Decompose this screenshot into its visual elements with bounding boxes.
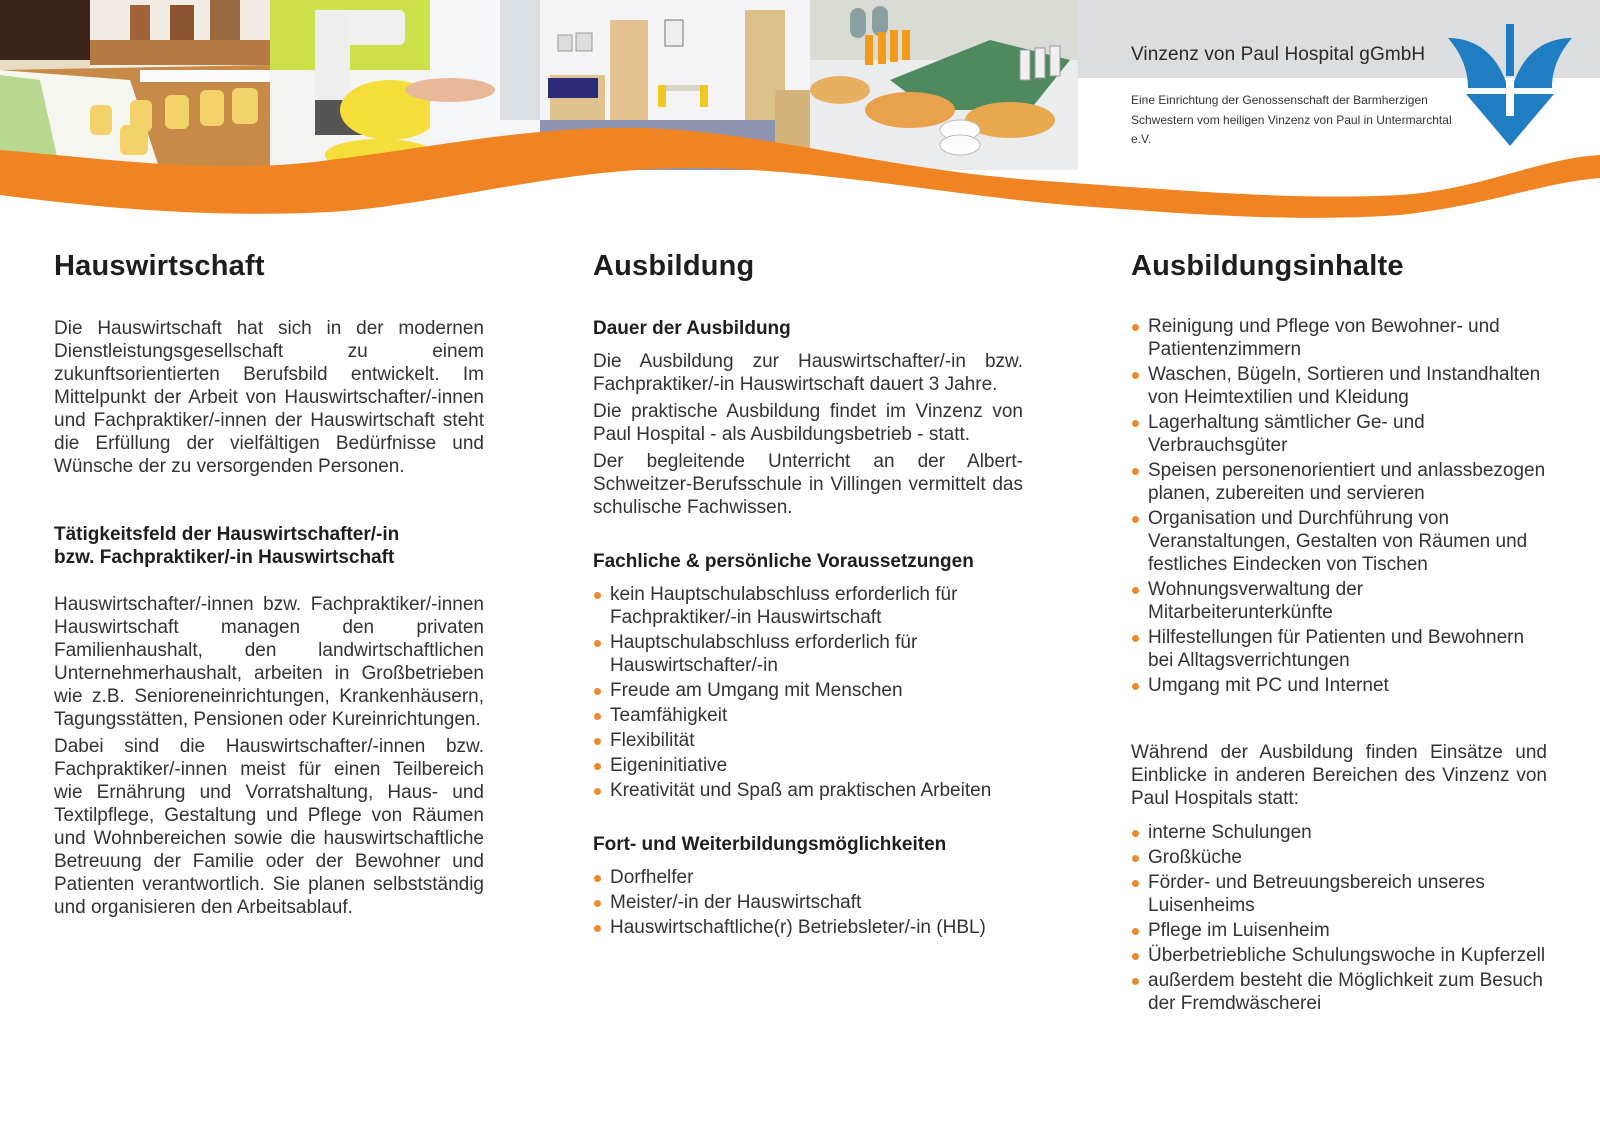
bullet-icon [1132, 324, 1139, 331]
list-item: Dorfhelfer [593, 866, 1023, 889]
bullet-icon [1132, 683, 1139, 690]
bullet-icon [594, 640, 601, 647]
subheading-line-2: bzw. Fachpraktiker/-in Hauswirtschaft [54, 547, 395, 568]
column-ausbildungsinhalte [1131, 250, 1547, 1017]
list-item: Großküche [1131, 846, 1547, 869]
header-banner [0, 0, 1600, 230]
list-item: Waschen, Bügeln, Sortieren und Instandhalten von Heimtextilien und Kleidung [1131, 363, 1547, 409]
list-item: Hauswirtschaftliche(r) Betriebsleter/-in (HBL) [593, 916, 1023, 939]
list-item: Flexibilität [593, 729, 1023, 752]
bullet-icon [594, 592, 601, 599]
dauer-paragraph-1: Die Ausbildung zur Hauswirtschafter/-in bzw. Fachpraktiker/-in Hauswirtschaft dauert 3 Jahre. [593, 351, 1023, 395]
list-item: interne Schulungen [1131, 821, 1547, 844]
list-item: Förder- und Betreuungsbereich unseres Luisenheims [1131, 871, 1547, 917]
list-item: Organisation und Durchführung von Veranstaltungen, Gestalten von Räumen und festliches Eindecken von Tischen [1131, 507, 1547, 576]
section-title-hauswirtschaft: Hauswirtschaft [54, 250, 265, 282]
list-item: Lagerhaltung sämtlicher Ge- und Verbrauchsgüter [1131, 411, 1547, 457]
subheading-voraussetzungen: Fachliche & persönliche Voraussetzungen [593, 551, 974, 572]
column-ausbildung [593, 250, 1023, 941]
ausbildungsinhalte-list [1131, 315, 1547, 697]
bullet-icon [1132, 855, 1139, 862]
column-hauswirtschaft [54, 250, 484, 919]
list-item: kein Hauptschulabschluss erforderlich für Fachpraktiker/-in Hauswirtschaft [593, 583, 1023, 629]
subheading-dauer: Dauer der Ausbildung [593, 318, 791, 339]
bullet-icon [1132, 880, 1139, 887]
bullet-icon [1132, 420, 1139, 427]
orange-wave-decoration [0, 0, 1600, 230]
voraussetzungen-list [593, 583, 1023, 802]
einsaetze-intro-paragraph: Während der Ausbildung finden Einsätze und Einblicke in anderen Bereichen des Vinzenz von Paul Hospitals statt: [1131, 742, 1547, 809]
list-item: Kreativität und Spaß am praktischen Arbeiten [593, 779, 1023, 802]
subheading-line-1: Tätigkeitsfeld der Hauswirtschafter/-in [54, 524, 400, 545]
bullet-icon [1132, 372, 1139, 379]
weiterbildung-list [593, 866, 1023, 939]
list-item: Reinigung und Pflege von Bewohner- und Patientenzimmern [1131, 315, 1547, 361]
section-title-ausbildungsinhalte: Ausbildungsinhalte [1131, 250, 1404, 282]
subheading-taetigkeitsfeld [54, 523, 484, 569]
bullet-icon [594, 763, 601, 770]
bullet-icon [1132, 468, 1139, 475]
section-title-ausbildung: Ausbildung [593, 250, 755, 282]
list-item: Pflege im Luisenheim [1131, 919, 1547, 942]
bullet-icon [594, 738, 601, 745]
taetigkeitsfeld-paragraph-1: Hauswirtschafter/-innen bzw. Fachpraktiker/-innen Hauswirtschaft managen den privaten Familienhaushalt, den landwirtschaftlichen Unternehmerhaushalt, arbeiten in Großbetrieben wie z.B. Senioreneinrichtungen, Krankenhäusern, Tagungsstätten, Pensionen oder Kureinrichtungen. [54, 594, 484, 730]
list-item: Hauptschulabschluss erforderlich für Hauswirtschafter/-in [593, 631, 1023, 677]
list-item: Wohnungsverwaltung der Mitarbeiterunterkünfte [1131, 578, 1547, 624]
organization-name: Vinzenz von Paul Hospital gGmbH [1131, 44, 1426, 65]
bullet-icon [1132, 928, 1139, 935]
bullet-icon [594, 688, 601, 695]
bullet-icon [594, 925, 601, 932]
bullet-icon [1132, 978, 1139, 985]
einsaetze-list [1131, 821, 1547, 1015]
list-item: Meister/-in der Hauswirtschaft [593, 891, 1023, 914]
list-item: Teamfähigkeit [593, 704, 1023, 727]
list-item: Überbetriebliche Schulungswoche in Kupferzell [1131, 944, 1547, 967]
taetigkeitsfeld-paragraph-2: Dabei sind die Hauswirtschafter/-innen bzw. Fachpraktiker/-innen meist für einen Teilbereich wie Ernährung und Vorratshaltung, Haus- und Textilpflege, Gestaltung und Pflege von Räumen und Wohnbereichen sowie die hauswirtschaftliche Betreuung der Familie oder der Bewohner und Patienten verantwortlich. Sie planen selbstständig und organisieren den Arbeitsablauf. [54, 736, 484, 918]
bullet-icon [594, 900, 601, 907]
list-item: Umgang mit PC und Internet [1131, 674, 1547, 697]
list-item: Hilfestellungen für Patienten und Bewohnern bei Alltagsverrichtungen [1131, 626, 1547, 672]
organization-subtitle: Eine Einrichtung der Genossenschaft der Barmherzigen Schwestern vom heiligen Vinzenz von Paul in Untermarchtal e.V. [1131, 93, 1452, 146]
bullet-icon [1132, 953, 1139, 960]
list-item: außerdem besteht die Möglichkeit zum Besuch der Fremdwäscherei [1131, 969, 1547, 1015]
bullet-icon [594, 875, 601, 882]
bullet-icon [594, 788, 601, 795]
bullet-icon [1132, 516, 1139, 523]
dauer-paragraph-2: Die praktische Ausbildung findet im Vinzenz von Paul Hospital - als Ausbildungsbetrieb - statt. [593, 401, 1023, 445]
list-item: Speisen personenorientiert und anlassbezogen planen, zubereiten und servieren [1131, 459, 1547, 505]
bullet-icon [1132, 587, 1139, 594]
bullet-icon [594, 713, 601, 720]
dauer-paragraph-3: Der begleitende Unterricht an der Albert-Schweitzer-Berufsschule in Villingen vermittelt das schulische Fachwissen. [593, 451, 1023, 518]
bullet-icon [1132, 830, 1139, 837]
list-item: Freude am Umgang mit Menschen [593, 679, 1023, 702]
intro-paragraph: Die Hauswirtschaft hat sich in der modernen Dienstleistungsgesellschaft zu einem zukunftsorientierten Berufsbild entwickelt. Im Mittelpunkt der Arbeit von Hauswirtschafter/-innen und Fachpraktiker/-innen der Hauswirtschaft steht die Erfüllung der vielfältigen Bedürfnisse und Wünsche der zu versorgenden Personen. [54, 318, 484, 477]
bullet-icon [1132, 635, 1139, 642]
list-item: Eigeninitiative [593, 754, 1023, 777]
subheading-weiterbildung: Fort- und Weiterbildungsmöglichkeiten [593, 834, 947, 855]
